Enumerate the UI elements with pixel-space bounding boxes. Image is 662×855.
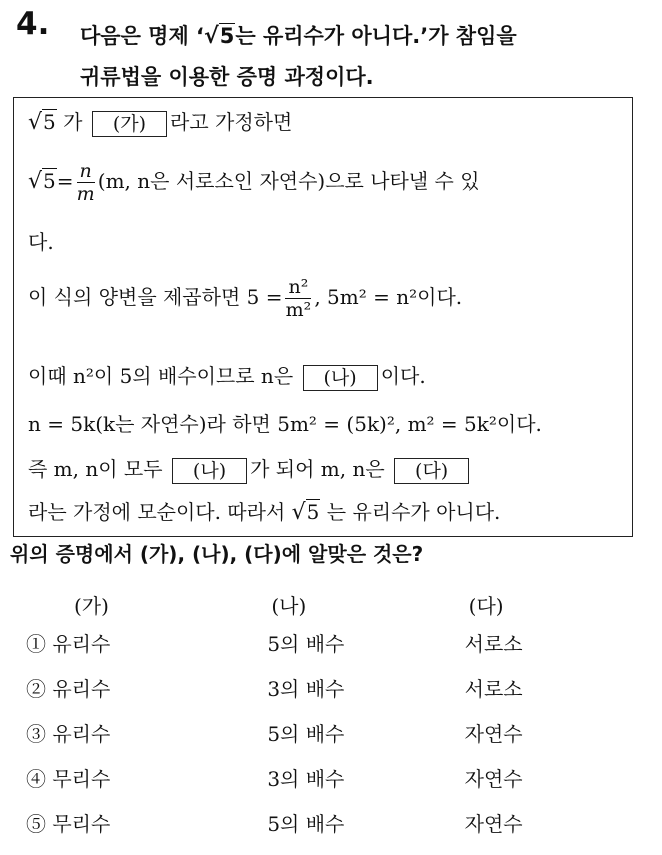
text: 라는 가정에 모순이다. 따라서: [28, 500, 286, 524]
stem-sqrt: √5: [204, 24, 235, 49]
choice-mark[interactable]: ③: [26, 722, 46, 746]
sqrt5: √5: [28, 110, 56, 135]
header-ga: (가): [74, 593, 109, 618]
choice-na: 3의 배수: [267, 767, 345, 791]
choice-ga: 유리수: [52, 677, 111, 701]
choice-da: 자연수: [464, 767, 523, 791]
blank-na-2: (나): [172, 458, 247, 484]
text: 가: [63, 110, 83, 134]
blank-na: (나): [303, 365, 378, 391]
proof-line-2: [28, 160, 480, 205]
proof-line-7: [28, 453, 472, 484]
proof-line-4: [28, 276, 462, 321]
text: 이 식의 양변을 제곱하면 5 =: [28, 285, 283, 309]
numerator: n²: [285, 276, 311, 299]
blank-da: (다): [394, 458, 469, 484]
choice-da: 서로소: [464, 677, 523, 701]
choice-ga: 유리수: [52, 722, 111, 746]
proof-line-8: [28, 496, 500, 525]
choice-mark[interactable]: ⑤: [26, 812, 46, 836]
stem-sqrt-radicand: 5: [219, 24, 235, 48]
choice-da: 자연수: [464, 722, 523, 746]
question-number: 4.: [16, 6, 50, 42]
text: 이다.: [380, 364, 426, 388]
text: 라고 가정하면: [170, 110, 293, 134]
sqrt-radicand: 5: [306, 500, 320, 524]
header-da: (다): [468, 593, 504, 618]
text: 즉 m, n이 모두: [28, 457, 163, 481]
denominator: m: [76, 183, 95, 205]
choice-da: 서로소: [464, 632, 523, 656]
choice-row[interactable]: [26, 665, 662, 710]
choice-na: 3의 배수: [267, 677, 345, 701]
proof-line-1: [28, 106, 292, 137]
choices-table: [26, 588, 662, 845]
text: , 5m² = n²이다.: [314, 285, 463, 309]
proof-line-5: [28, 360, 426, 391]
fraction-n-over-m: [77, 160, 95, 205]
text: 는 유리수가 아니다.: [326, 500, 501, 524]
choice-row[interactable]: [26, 800, 662, 845]
fraction-n2-over-m2: [285, 276, 311, 321]
proof-box: [13, 97, 633, 537]
text: 이때 n²이 5의 배수이므로 n은: [28, 364, 294, 388]
choice-da: 자연수: [464, 812, 523, 836]
choice-row[interactable]: [26, 620, 662, 665]
choice-ga: 무리수: [52, 767, 111, 791]
denominator: m²: [285, 299, 312, 321]
sqrt-radicand: 5: [43, 169, 56, 193]
numerator: n: [77, 160, 95, 183]
text: 가 되어 m, n은: [250, 457, 385, 481]
header-row: [26, 588, 662, 620]
choice-mark[interactable]: ②: [26, 677, 46, 701]
choice-na: 5의 배수: [267, 632, 345, 656]
stem-part1: 다음은 명제 ‘: [80, 24, 205, 48]
choice-ga: 무리수: [52, 812, 111, 836]
choice-row[interactable]: [26, 710, 662, 755]
choice-row[interactable]: [26, 755, 662, 800]
sqrt5: √5: [28, 169, 56, 194]
proof-line-6: n = 5k(k는 자연수)라 하면 5m² = (5k)², m² = 5k²이다.: [28, 412, 542, 436]
sqrt5: √5: [291, 500, 320, 525]
stem-line2: 귀류법을 이용한 증명 과정이다.: [80, 65, 374, 89]
stem-part2: 는 유리수가 아니다.’가 참임을: [235, 24, 517, 48]
proof-line-3: 다.: [28, 230, 54, 254]
question-stem: [80, 16, 655, 97]
choice-na: 5의 배수: [267, 722, 345, 746]
blank-ga: (가): [92, 111, 167, 137]
sqrt-radicand: 5: [43, 110, 56, 134]
choice-ga: 유리수: [52, 632, 111, 656]
header-na: (나): [271, 593, 307, 618]
choice-mark[interactable]: ④: [26, 767, 46, 791]
question-ask: 위의 증명에서 (가), (나), (다)에 알맞은 것은?: [10, 542, 424, 566]
choice-mark[interactable]: ①: [26, 632, 46, 656]
equals: =: [56, 169, 74, 193]
text: (m, n은 서로소인 자연수)으로 나타낼 수 있: [97, 169, 480, 193]
choice-na: 5의 배수: [267, 812, 345, 836]
